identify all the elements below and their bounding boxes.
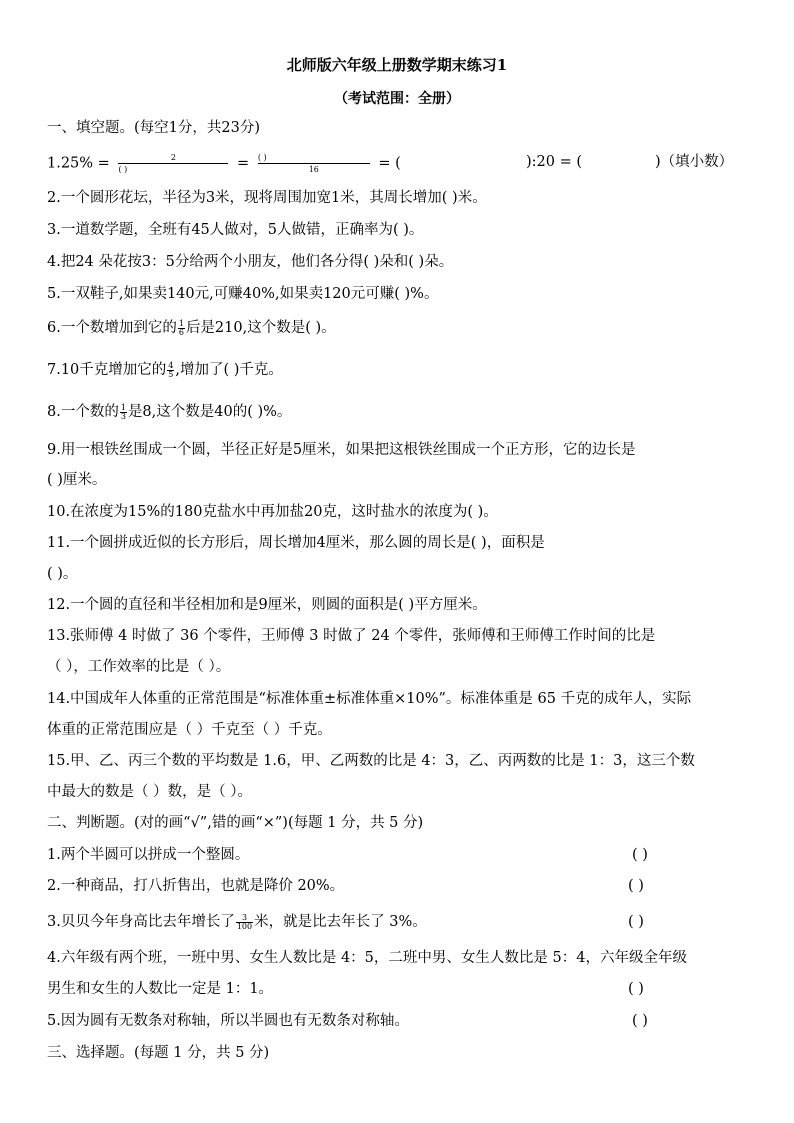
question-13-line-2: （ ），工作效率的比是（ ）。: [47, 659, 231, 675]
q6-numerator: 1: [178, 318, 184, 328]
section-heading-true-false: 二、判断题。(对的画“√”,错的画“×”)(每题 1 分，共 5 分): [47, 815, 424, 831]
page-subtitle: （考试范围：全册）: [334, 91, 460, 107]
question-9-line-1: 9.用一根铁丝围成一个圆，半径正好是5厘米，如果把这根铁丝围成一个正方形，它的边长是: [47, 442, 636, 458]
question-4: 4.把24 朵花按3：5分给两个小朋友，他们各分得( )朵和( )朵。: [47, 254, 454, 270]
question-6: [47, 318, 336, 338]
question-8: [47, 402, 291, 422]
question-13-line-1: 13.张师傅 4 时做了 36 个零件，王师傅 3 时做了 24 个零件，张师傅和王师傅工作时间的比是: [47, 628, 656, 644]
q1-equals-1: =: [237, 155, 250, 172]
tf-question-5: 5.因为圆有无数条对称轴，所以半圆也有无数条对称轴。: [47, 1013, 409, 1029]
q1-fraction-1: [118, 152, 228, 175]
tf-question-4-line-1: 4.六年级有两个班，一班中男、女生人数比是 4：5，二班中男、女生人数比是 5：4，六年级全年级: [47, 950, 687, 966]
question-5: 5.一双鞋子,如果卖140元,可赚40%,如果卖120元可赚( )%。: [47, 286, 439, 302]
q1-frac2-denominator: 16: [308, 165, 319, 174]
tf-question-3: [47, 912, 427, 932]
tf-q3-fraction: [236, 914, 253, 931]
question-15-line-1: 15.甲、乙、丙三个数的平均数是 1.6，甲、乙两数的比是 4：3，乙、丙两数的比是 1：3，这三个数: [47, 753, 695, 769]
q1-frac1-denominator: ( ): [118, 165, 128, 174]
tf-q3-denominator: 100: [236, 921, 253, 931]
question-14-line-2: 体重的正常范围应是（ ）千克至（ ）千克。: [47, 722, 332, 738]
q7-text-pre: 7.10千克增加它的: [47, 362, 167, 378]
tf-q3-numerator: 3: [236, 914, 253, 923]
tf-q3-text-pre: 3.贝贝今年身高比去年增长了: [47, 914, 235, 930]
tf-question-2: 2.一种商品，打八折售出，也就是降价 20%。: [47, 878, 345, 894]
question-15-line-2: 中最大的数是（ ）数，是（ ）。: [47, 784, 252, 800]
q8-denominator: 3: [120, 411, 126, 421]
question-12: 12.一个圆的直径和半径相加和是9厘米，则圆的面积是( )平方厘米。: [47, 597, 487, 613]
section-heading-fill-blank: 一、填空题。(每空1分，共23分): [47, 120, 260, 136]
question-7: [47, 360, 283, 380]
q8-fraction: [120, 404, 127, 421]
q8-text-pre: 8.一个数的: [47, 404, 119, 420]
tf-answer-5: ( ): [632, 1013, 648, 1029]
section-heading-multiple-choice: 三、选择题。(每题 1 分，共 5 分): [47, 1045, 270, 1061]
question-14-line-1: 14.中国成年人体重的正常范围是“标准体重±标准体重×10%”。标准体重是 65 千克的成年人，实际: [47, 691, 692, 707]
q7-text-post: ,增加了( )千克。: [175, 362, 283, 378]
q6-text-pre: 6.一个数增加到它的: [47, 320, 177, 336]
tf-question-1: 1.两个半圆可以拼成一个整圆。: [47, 847, 250, 863]
tf-answer-1: ( ): [632, 847, 648, 863]
question-9-line-2: ( )厘米。: [47, 472, 107, 488]
q8-text-post: 是8,这个数是40的( )%。: [127, 404, 292, 420]
question-1: [47, 152, 401, 175]
q7-denominator: 5: [168, 369, 174, 379]
question-2: 2.一个圆形花坛，半径为3米，现将周围加宽1米，其周长增加( )米。: [47, 190, 487, 206]
q1-ratio-part: ):20 = (: [526, 154, 583, 170]
q1-fraction-2: [258, 152, 370, 175]
q1-frac1-numerator: 2: [118, 152, 228, 164]
tf-question-4-line-2: 男生和女生的人数比一定是 1：1。: [47, 981, 274, 997]
q6-text-post: 后是210,这个数是( )。: [185, 320, 336, 336]
q8-numerator: 1: [120, 402, 126, 412]
tf-answer-2: ( ): [628, 878, 644, 894]
q7-fraction: [167, 362, 174, 379]
tf-answer-4: ( ): [628, 981, 644, 997]
tf-q3-text-post: 米，就是比去年长了 3%。: [254, 914, 427, 930]
page-title: 北师版六年级上册数学期末练习1: [286, 56, 508, 74]
tf-answer-3: ( ): [628, 914, 644, 930]
q1-equals-2: = (: [378, 155, 401, 172]
q1-prefix: 1.25% =: [47, 155, 110, 172]
question-10: 10.在浓度为15%的180克盐水中再加盐20克，这时盐水的浓度为( )。: [47, 504, 498, 520]
q6-denominator: 6: [178, 327, 184, 337]
q1-frac2-numerator: ( ): [258, 152, 370, 164]
question-11-line-2: ( )。: [47, 566, 78, 582]
q6-fraction: [178, 320, 185, 337]
q7-numerator: 4: [168, 360, 174, 370]
question-3: 3.一道数学题，全班有45人做对，5人做错，正确率为( )。: [47, 222, 424, 238]
q1-suffix: )（填小数）: [655, 154, 734, 170]
question-11-line-1: 11.一个圆拼成近似的长方形后，周长增加4厘米，那么圆的周长是( )，面积是: [47, 535, 545, 551]
